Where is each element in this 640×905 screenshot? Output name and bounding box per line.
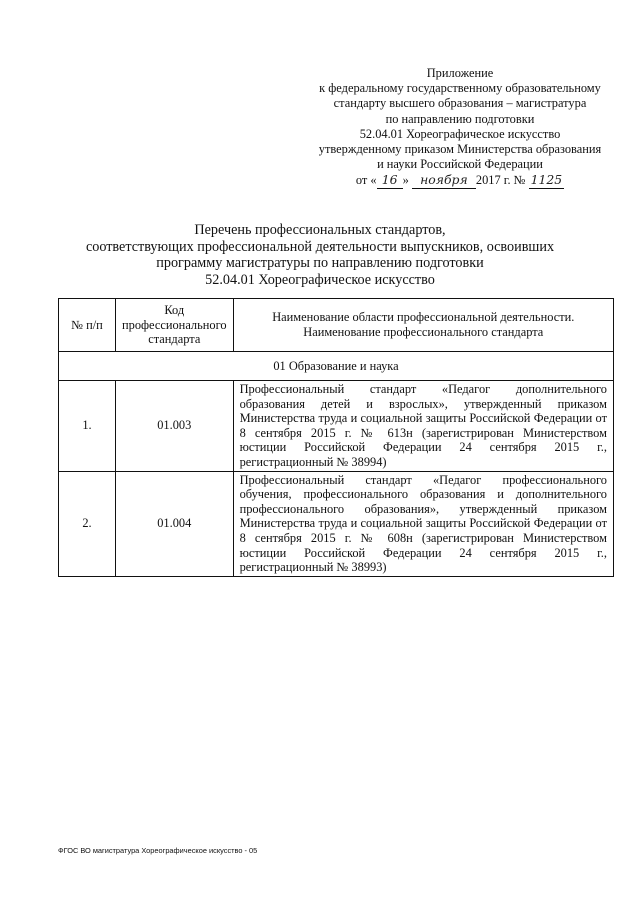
date-month-handwritten: ноября: [412, 172, 476, 188]
standards-table: [58, 298, 614, 577]
date-day-handwritten: 16: [377, 172, 403, 188]
document-title: [60, 222, 580, 288]
header-name-line2: Наименование профессионального стандарта: [303, 325, 544, 339]
title-line: соответствующих профессиональной деятельности выпускников, освоивших: [85, 238, 555, 255]
appendix-line: стандарту высшего образования – магистратура: [333, 96, 587, 111]
title-line: 52.04.01 Хореографическое искусство: [205, 271, 435, 288]
table-header-row: [59, 299, 614, 352]
table-row: [59, 471, 614, 576]
header-name-line1: Наименование области профессиональной деятельности.: [272, 310, 575, 325]
title-line: программу магистратуры по направлению подготовки: [156, 255, 484, 271]
row-standard-name: Профессиональный стандарт «Педагог профессионального обучения, профессионального образования и дополнительного профессионального образования», утвержденный приказом Министерства труда и социальной защиты Российской Федерации от 8 сентября 2015 г. № 608н (зарегистрирован Министерством юстиции Российской Федерации 24 сентября 2015 г., регистрационный № 38993): [233, 471, 613, 576]
date-mid: »: [402, 173, 409, 188]
header-num: № п/п: [59, 299, 116, 352]
row-num: 2.: [59, 471, 116, 576]
header-name: [233, 299, 613, 352]
section-row: [59, 352, 614, 381]
appendix-line: и науки Российской Федерации: [377, 157, 543, 172]
page-footer: ФГОС ВО магистратура Хореографическое искусство - 05: [58, 846, 258, 855]
appendix-header: [300, 66, 620, 189]
row-standard-name: Профессиональный стандарт «Педагог дополнительного образования детей и взрослых», утвержденный приказом Министерства труда и социальной защиты Российской Федерации от 8 сентября 2015 г. № 613н (зарегистрирован Министерством юстиции Российской Федерации 24 сентября 2015 г., регистрационный № 38994): [233, 381, 613, 472]
appendix-line: к федеральному государственному образовательному: [319, 81, 601, 96]
section-title: 01 Образование и наука: [59, 352, 614, 381]
row-num: 1.: [59, 381, 116, 472]
appendix-line: 52.04.01 Хореографическое искусство: [359, 126, 561, 141]
appendix-line: по направлению подготовки: [385, 111, 535, 126]
date-prefix: от «: [355, 173, 377, 188]
order-date-line: [300, 172, 620, 188]
title-line: Перечень профессиональных стандартов,: [194, 222, 446, 238]
date-year: 2017 г. №: [475, 173, 526, 188]
table-row: [59, 381, 614, 472]
row-code: 01.004: [116, 471, 234, 576]
appendix-line: Приложение: [426, 66, 494, 80]
row-code: 01.003: [116, 381, 234, 472]
order-number-handwritten: 1125: [530, 172, 563, 188]
appendix-line: утвержденному приказом Министерства образования: [318, 142, 602, 157]
header-code: Код профессионального стандарта: [116, 299, 234, 352]
